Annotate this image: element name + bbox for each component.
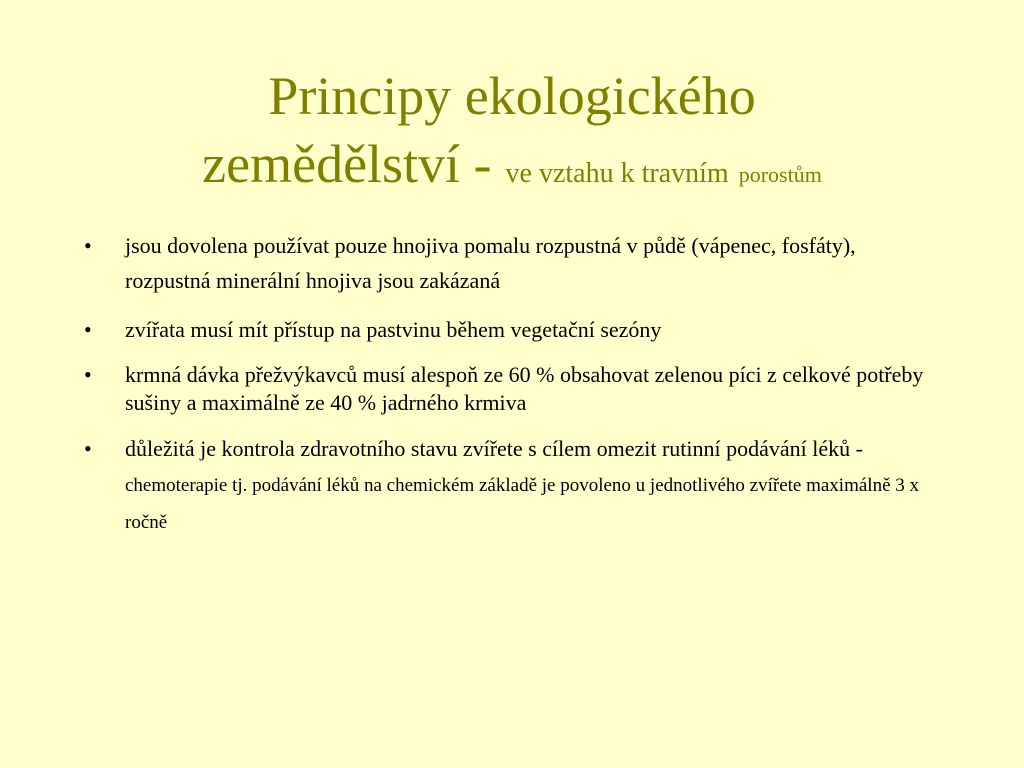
bullet-point-icon: • — [84, 317, 92, 342]
bullet-item — [84, 431, 944, 540]
title-subtitle-part-2: porostům — [738, 162, 822, 187]
bullet-text: krmná dávka přežvýkavců musí alespoň ze 60 % obsahovat zelenou píci z celkové potřeby sušiny a maximálně ze 40 % jadrného krmiva — [125, 362, 924, 415]
bullet-small-text: chemoterapie tj. podávání léků na chemickém základě je povoleno u jednotlivého zvířete maximálně 3 x ročně — [125, 475, 920, 533]
title-subtitle-part-1: ve vztahu k travním — [505, 158, 729, 189]
title-line-1: Principy ekologického — [268, 66, 756, 126]
bullet-item — [84, 312, 944, 347]
bullet-item — [84, 361, 944, 417]
bullet-item — [84, 228, 944, 298]
slide-title — [0, 62, 1024, 209]
bullet-point-icon: • — [84, 436, 92, 461]
bullet-text: důležitá je kontrola zdravotního stavu zvířete s cílem omezit rutinní podávání léků - — [125, 436, 863, 461]
title-main-text: zemědělství - — [202, 134, 492, 194]
bullet-point-icon: • — [84, 233, 92, 258]
bullet-text: zvířata musí mít přístup na pastvinu během vegetační sezóny — [125, 317, 662, 342]
title-line-2 — [0, 130, 1024, 209]
bullet-point-icon: • — [84, 362, 92, 387]
bullet-list — [84, 228, 944, 554]
bullet-text: jsou dovolena používat pouze hnojiva pomalu rozpustná v půdě (vápenec, fosfáty), rozpustná minerální hnojiva jsou zakázaná — [125, 233, 856, 293]
